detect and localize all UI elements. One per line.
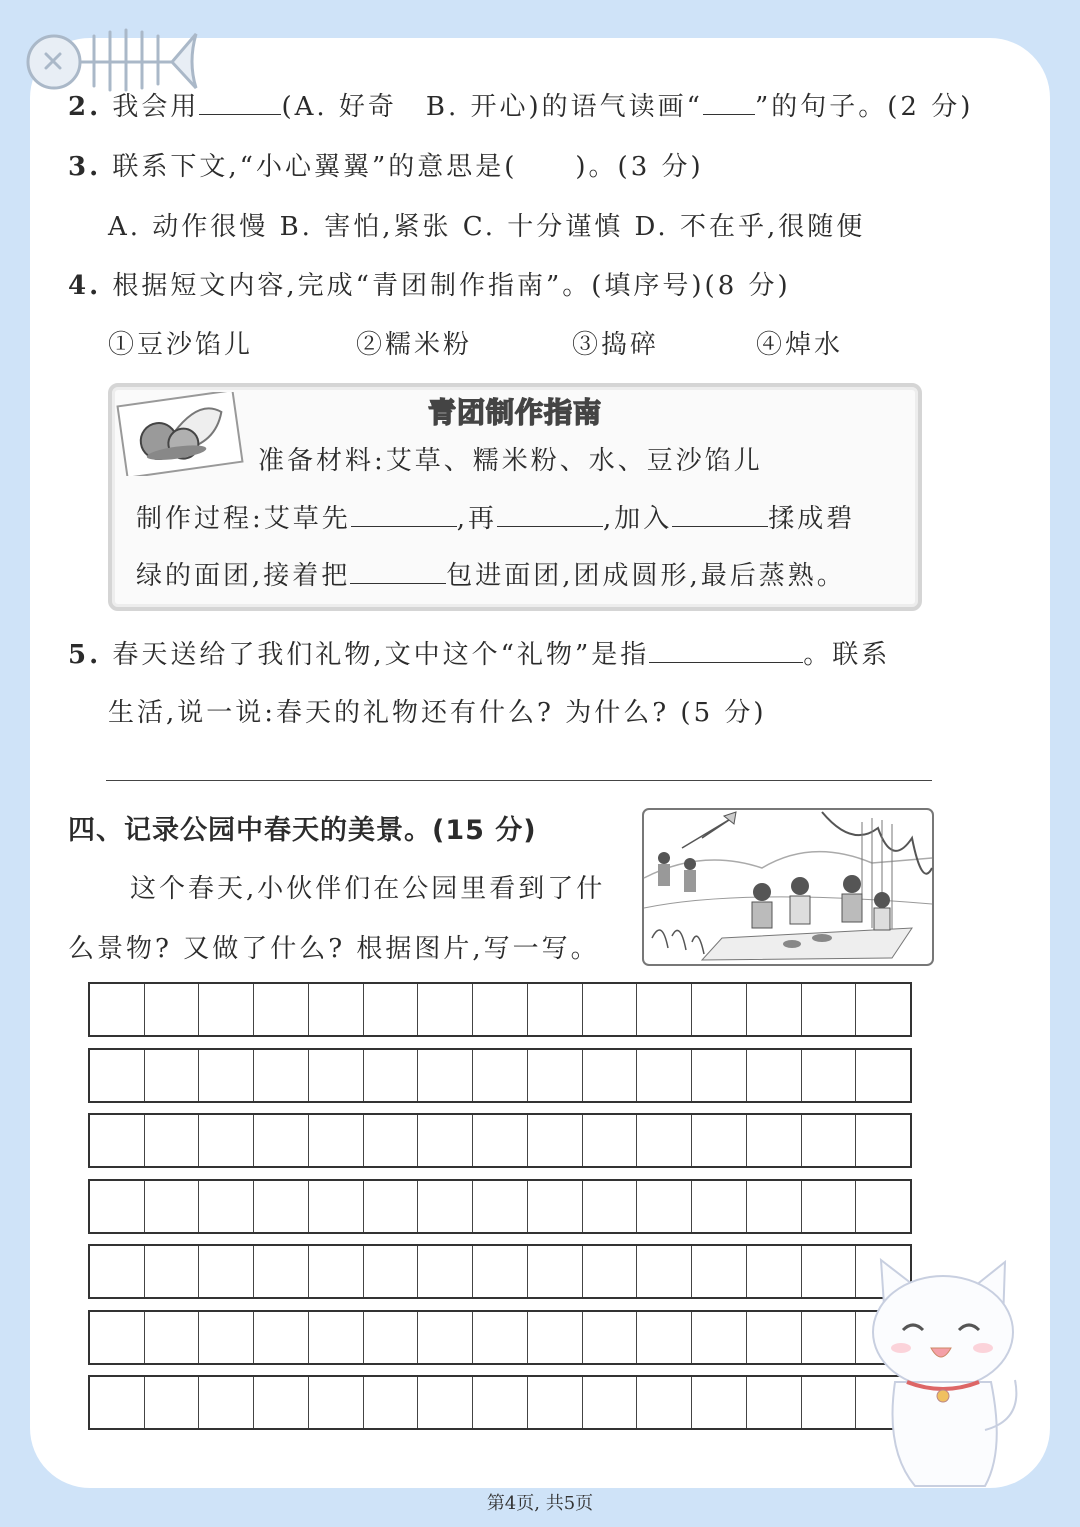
choice-3: ③捣碎 xyxy=(572,330,660,360)
grid-cell[interactable] xyxy=(692,1246,747,1297)
grid-cell[interactable] xyxy=(802,1246,857,1297)
grid-cell[interactable] xyxy=(199,1377,254,1428)
grid-cell[interactable] xyxy=(528,1181,583,1232)
grid-cell[interactable] xyxy=(692,1377,747,1428)
grid-cell[interactable] xyxy=(145,1246,200,1297)
grid-cell[interactable] xyxy=(528,1050,583,1101)
grid-cell[interactable] xyxy=(254,1181,309,1232)
grid-cell[interactable] xyxy=(309,1246,364,1297)
grid-row[interactable] xyxy=(88,982,912,1037)
grid-cell[interactable] xyxy=(145,1377,200,1428)
guide-title: 青团制作指南 xyxy=(427,396,602,429)
answer-line[interactable] xyxy=(106,780,932,781)
grid-cell[interactable] xyxy=(692,1050,747,1101)
question-3-options: A. 动作很慢 B. 害怕,紧张 C. 十分谨慎 D. 不在乎,很随便 xyxy=(108,212,866,242)
grid-cell[interactable] xyxy=(254,1115,309,1166)
section-4-prompt-line1: 这个春天,小伙伴们在公园里看到了什 xyxy=(130,874,606,904)
grid-cell[interactable] xyxy=(364,984,419,1035)
question-3: 3. 联系下文,“小心翼翼”的意思是( )。(3 分) xyxy=(68,152,704,182)
grid-cell[interactable] xyxy=(473,984,528,1035)
grid-cell[interactable] xyxy=(418,1115,473,1166)
choice-1: ①豆沙馅儿 xyxy=(108,330,254,360)
grid-cell[interactable] xyxy=(364,1050,419,1101)
grid-cell[interactable] xyxy=(90,1115,145,1166)
grid-cell[interactable] xyxy=(637,1246,692,1297)
grid-cell[interactable] xyxy=(145,1050,200,1101)
grid-cell[interactable] xyxy=(418,1377,473,1428)
grid-cell[interactable] xyxy=(473,1050,528,1101)
grid-cell[interactable] xyxy=(364,1181,419,1232)
grid-cell[interactable] xyxy=(364,1312,419,1363)
grid-cell[interactable] xyxy=(747,984,802,1035)
grid-cell[interactable] xyxy=(637,984,692,1035)
grid-row[interactable] xyxy=(88,1048,912,1103)
grid-cell[interactable] xyxy=(254,1377,309,1428)
grid-cell[interactable] xyxy=(802,1181,857,1232)
grid-cell[interactable] xyxy=(637,1181,692,1232)
grid-cell[interactable] xyxy=(418,1181,473,1232)
grid-cell[interactable] xyxy=(528,1312,583,1363)
grid-cell[interactable] xyxy=(145,984,200,1035)
grid-cell[interactable] xyxy=(254,1050,309,1101)
grid-cell[interactable] xyxy=(802,1312,857,1363)
grid-cell[interactable] xyxy=(254,1312,309,1363)
grid-cell[interactable] xyxy=(747,1115,802,1166)
grid-cell[interactable] xyxy=(90,984,145,1035)
cat-mascot-icon xyxy=(855,1250,1025,1490)
grid-cell[interactable] xyxy=(418,1050,473,1101)
grid-cell[interactable] xyxy=(364,1246,419,1297)
guide-process-line2: 绿的面团,接着把 包进面团,团成圆形,最后蒸熟。 xyxy=(136,561,846,591)
grid-cell[interactable] xyxy=(199,984,254,1035)
grid-cell[interactable] xyxy=(637,1115,692,1166)
guide-process-line1: 制作过程:艾草先 ,再 ,加入 揉成碧 xyxy=(136,504,856,534)
question-4: 4. 根据短文内容,完成“青团制作指南”。(填序号)(8 分) xyxy=(68,271,791,301)
grid-cell[interactable] xyxy=(473,1181,528,1232)
answer-blank[interactable] xyxy=(351,502,457,527)
grid-cell[interactable] xyxy=(802,1115,857,1166)
grid-cell[interactable] xyxy=(473,1377,528,1428)
grid-cell[interactable] xyxy=(145,1181,200,1232)
grid-cell[interactable] xyxy=(309,1377,364,1428)
grid-cell[interactable] xyxy=(309,1115,364,1166)
grid-cell[interactable] xyxy=(199,1181,254,1232)
choice-4: ④焯水 xyxy=(756,330,844,360)
question-5-line2: 生活,说一说:春天的礼物还有什么? 为什么? (5 分) xyxy=(108,698,767,728)
grid-cell[interactable] xyxy=(747,1050,802,1101)
grid-cell[interactable] xyxy=(747,1312,802,1363)
grid-cell[interactable] xyxy=(637,1050,692,1101)
grid-cell[interactable] xyxy=(90,1246,145,1297)
grid-cell[interactable] xyxy=(583,1050,638,1101)
grid-cell[interactable] xyxy=(418,1312,473,1363)
grid-cell[interactable] xyxy=(199,1050,254,1101)
grid-cell[interactable] xyxy=(856,1181,910,1232)
grid-cell[interactable] xyxy=(692,984,747,1035)
grid-row[interactable] xyxy=(88,1244,912,1299)
grid-cell[interactable] xyxy=(856,1050,910,1101)
qingtuan-illustration xyxy=(114,392,246,476)
grid-cell[interactable] xyxy=(802,1050,857,1101)
grid-cell[interactable] xyxy=(528,1377,583,1428)
grid-cell[interactable] xyxy=(583,1377,638,1428)
grid-cell[interactable] xyxy=(90,1377,145,1428)
fishbone-icon xyxy=(12,12,202,92)
grid-cell[interactable] xyxy=(90,1050,145,1101)
grid-cell[interactable] xyxy=(199,1312,254,1363)
question-2: 2. 我会用 (A. 好奇 B. 开心)的语气读画“ ”的句子。(2 分) xyxy=(68,92,974,122)
grid-cell[interactable] xyxy=(583,984,638,1035)
grid-cell[interactable] xyxy=(747,1181,802,1232)
grid-cell[interactable] xyxy=(637,1312,692,1363)
grid-cell[interactable] xyxy=(583,1312,638,1363)
park-picnic-illustration xyxy=(642,808,934,966)
choice-2: ②糯米粉 xyxy=(356,330,473,360)
grid-cell[interactable] xyxy=(637,1377,692,1428)
grid-cell[interactable] xyxy=(473,1115,528,1166)
grid-cell[interactable] xyxy=(692,1115,747,1166)
answer-blank[interactable] xyxy=(350,559,446,584)
grid-cell[interactable] xyxy=(364,1377,419,1428)
grid-cell[interactable] xyxy=(583,1181,638,1232)
grid-cell[interactable] xyxy=(145,1312,200,1363)
grid-cell[interactable] xyxy=(528,1246,583,1297)
grid-cell[interactable] xyxy=(528,1115,583,1166)
answer-blank[interactable] xyxy=(497,502,603,527)
grid-cell[interactable] xyxy=(418,984,473,1035)
grid-cell[interactable] xyxy=(473,1246,528,1297)
grid-row[interactable] xyxy=(88,1113,912,1168)
grid-cell[interactable] xyxy=(254,1246,309,1297)
grid-cell[interactable] xyxy=(856,984,910,1035)
grid-cell[interactable] xyxy=(802,1377,857,1428)
grid-cell[interactable] xyxy=(692,1312,747,1363)
section-4-title: 四、记录公园中春天的美景。(15 分) xyxy=(68,815,537,846)
grid-cell[interactable] xyxy=(692,1181,747,1232)
grid-cell[interactable] xyxy=(309,1050,364,1101)
answer-blank[interactable] xyxy=(649,638,803,663)
grid-cell[interactable] xyxy=(90,1181,145,1232)
grid-cell[interactable] xyxy=(199,1115,254,1166)
grid-cell[interactable] xyxy=(473,1312,528,1363)
answer-blank[interactable] xyxy=(199,90,281,115)
grid-cell[interactable] xyxy=(364,1115,419,1166)
grid-row[interactable] xyxy=(88,1375,912,1430)
answer-blank[interactable] xyxy=(672,502,768,527)
guide-materials: 准备材料:艾草、糯米粉、水、豆沙馅儿 xyxy=(258,446,763,476)
grid-cell[interactable] xyxy=(309,984,364,1035)
page-number: 第4页, 共5页 xyxy=(486,1493,594,1514)
grid-cell[interactable] xyxy=(583,1246,638,1297)
grid-row[interactable] xyxy=(88,1179,912,1234)
grid-cell[interactable] xyxy=(199,1246,254,1297)
question-5: 5. 春天送给了我们礼物,文中这个“礼物”是指 。联系 xyxy=(68,640,891,670)
grid-cell[interactable] xyxy=(856,1115,910,1166)
grid-cell[interactable] xyxy=(528,984,583,1035)
grid-cell[interactable] xyxy=(802,984,857,1035)
grid-cell[interactable] xyxy=(254,984,309,1035)
answer-blank[interactable] xyxy=(703,90,755,115)
grid-cell[interactable] xyxy=(90,1312,145,1363)
section-4-prompt-line2: 么景物? 又做了什么? 根据图片,写一写。 xyxy=(68,934,600,964)
grid-cell[interactable] xyxy=(747,1246,802,1297)
grid-row[interactable] xyxy=(88,1310,912,1365)
grid-cell[interactable] xyxy=(747,1377,802,1428)
grid-cell[interactable] xyxy=(418,1246,473,1297)
grid-cell[interactable] xyxy=(309,1181,364,1232)
grid-cell[interactable] xyxy=(309,1312,364,1363)
grid-cell[interactable] xyxy=(583,1115,638,1166)
grid-cell[interactable] xyxy=(145,1115,200,1166)
